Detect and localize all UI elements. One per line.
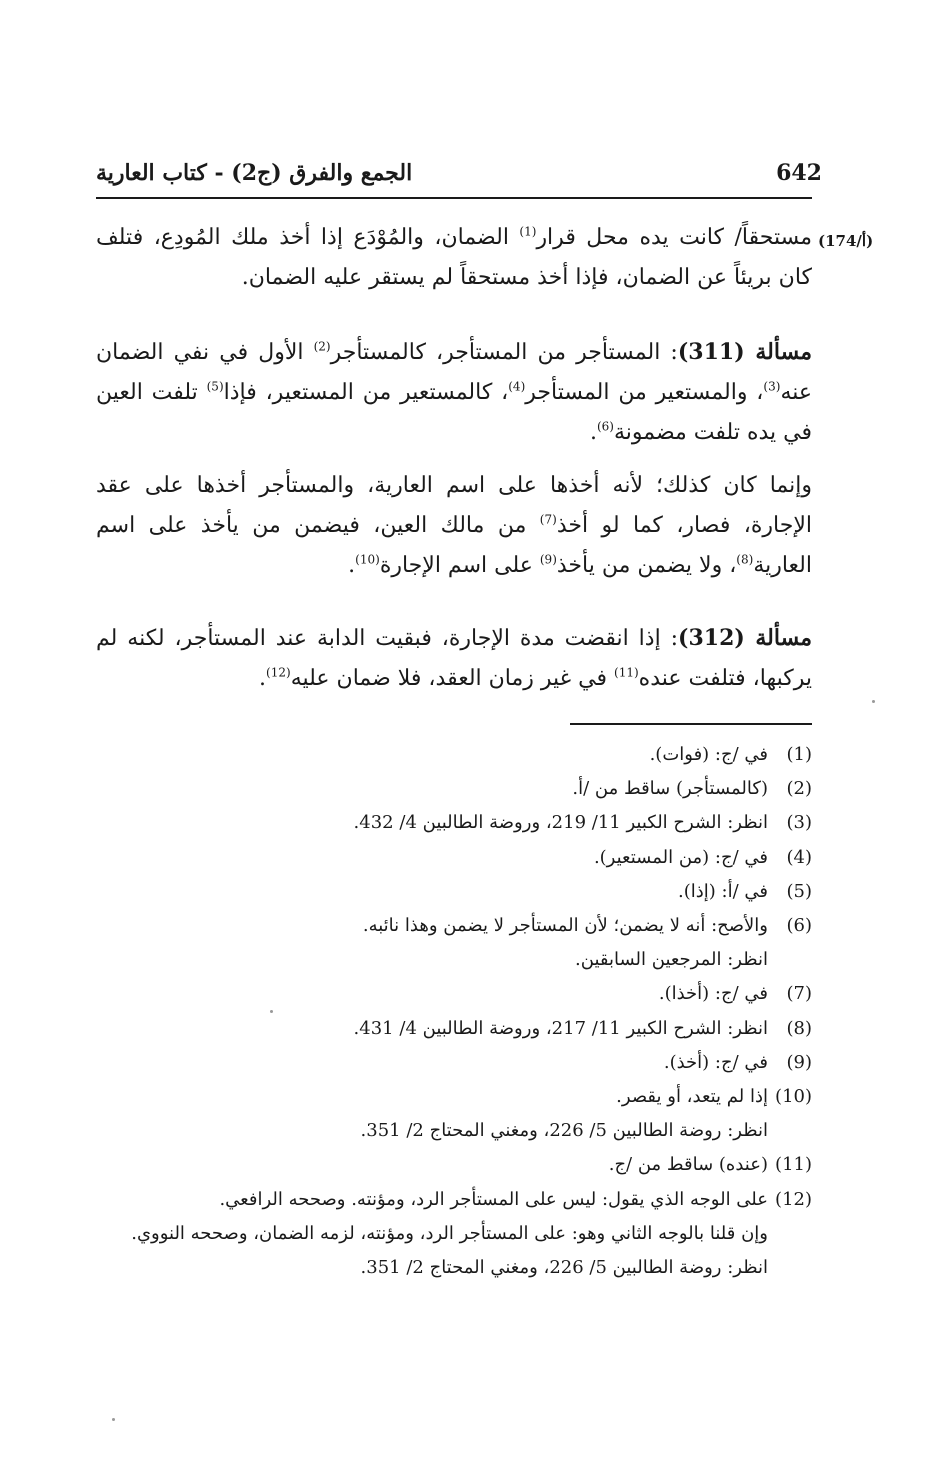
footnote-ref: (10) <box>355 552 380 567</box>
footnote-number: (8) <box>786 1017 812 1039</box>
footnote-number: (1) <box>786 744 812 765</box>
footnote-number-spacer <box>768 1114 812 1148</box>
footnote-text: في /أ: (إذا). <box>678 880 768 902</box>
footnote-item <box>96 1148 812 1182</box>
footnote-ref: (3) <box>763 379 781 394</box>
footnote-number: (2) <box>786 778 812 800</box>
footnote-number: (12) <box>775 1188 812 1210</box>
footnote-ref: (12) <box>266 665 291 680</box>
footnote-text: إذا لم يتعد، أو يقصر. <box>616 1086 768 1108</box>
footnote-number-spacer <box>768 1217 812 1251</box>
paragraph-text: وإنما كان كذلك؛ لأنه أخذها على اسم العارية، والمستأجر أخذها على عقد الإجارة، فصار، كما لو أخذ <box>96 473 813 538</box>
footnote-ref: (4) <box>508 379 526 394</box>
running-header-title: الجمع والفرق (ج2) - كتاب العارية <box>96 160 413 186</box>
issue-text: : إذا انقضت مدة الإجارة، فبقيت الدابة عند المستأجر، لكنه لم يركبها، فتلفت عنده <box>96 626 812 691</box>
issue-label: مسألة (312) <box>678 625 813 651</box>
footnote-text: انظر: الشرح الكبير 11/ 219، وروضة الطالبين 4/ 432. <box>353 812 768 834</box>
header-rule <box>96 197 812 199</box>
issue-label: مسألة (311) <box>677 339 812 365</box>
footnote-text: في /ج: (فوات). <box>649 744 768 765</box>
paragraph-text: مستحقاً/ كانت يده محل قرار <box>536 225 812 250</box>
issue-text: ، كالمستعير من المستعير، فإذا <box>223 380 509 405</box>
footnote-ref: (11) <box>614 665 639 680</box>
issue-text: الأول في نفي الضمان عنه <box>96 340 812 405</box>
footnote-number: (6) <box>786 915 812 937</box>
footnote-text: انظر: روضة الطالبين 5/ 226، ومغني المحتاج 2/ 351. <box>360 1257 768 1279</box>
issue-text: تلفت العين في يده تلفت مضمونة <box>96 380 812 445</box>
footnote-item <box>96 1080 812 1114</box>
footnote-item <box>96 738 812 772</box>
scan-speck <box>112 1418 115 1421</box>
paragraph-text: . <box>348 553 356 578</box>
footnote-number: (3) <box>786 812 812 834</box>
paragraph-text: الضمان، والمُوْدَع إذا أخذ ملك المُودِع، فتلف كان بريئاً عن الضمان، فإذا أخذ مستحقاً لم يستقر عليه الضمان. <box>96 225 812 290</box>
footnote-item <box>96 772 812 806</box>
footnote-text: انظر: المرجعين السابقين. <box>575 949 768 971</box>
footnote-ref: (2) <box>313 339 331 354</box>
issue-text: : المستأجر من المستأجر، كالمستأجر <box>330 340 678 365</box>
footnote-continuation <box>96 1114 812 1148</box>
footnote-ref: (1) <box>519 224 537 239</box>
scan-speck <box>270 1010 273 1013</box>
footnote-item <box>96 841 812 875</box>
footnote-number: (9) <box>786 1051 812 1073</box>
footnote-text: (عنده) ساقط من /ج. <box>608 1154 768 1176</box>
footnote-text: على الوجه الذي يقول: ليس على المستأجر الرد، ومؤنته. وصححه الرافعي. <box>219 1188 768 1210</box>
footnote-item <box>96 909 812 943</box>
footnote-text: في /ج: (أخذ). <box>663 1051 768 1073</box>
footnote-ref: (8) <box>736 552 754 567</box>
footnote-number-spacer <box>768 1251 812 1285</box>
footnote-continuation <box>96 1251 812 1285</box>
paragraph-text: من مالك العين، فيضمن من يأخذ على اسم العارية <box>96 513 812 578</box>
paragraph-text: على اسم الإجارة <box>379 553 540 578</box>
footnote-item <box>96 806 812 840</box>
explanation-paragraph <box>96 466 812 586</box>
footnote-item <box>96 875 812 909</box>
footnote-item <box>96 1046 812 1080</box>
issue-311 <box>96 332 812 453</box>
footnote-rule <box>570 723 812 725</box>
footnote-text: في /ج: (من المستعير). <box>593 846 768 868</box>
footnote-text: انظر: روضة الطالبين 5/ 226، ومغني المحتاج 2/ 351. <box>360 1120 768 1142</box>
footnote-ref: (5) <box>206 379 224 394</box>
paragraph-continuation <box>96 218 812 298</box>
footnote-number-spacer <box>768 943 812 977</box>
footnote-number: (11) <box>775 1154 812 1176</box>
paragraph-text: ، ولا يضمن من يأخذ <box>556 553 737 578</box>
footnote-text: (كالمستأجر) ساقط من /أ. <box>572 778 768 800</box>
footnote-item <box>96 1183 812 1217</box>
footnote-ref: (6) <box>596 419 614 434</box>
footnote-item <box>96 1012 812 1046</box>
issue-text: . <box>259 666 267 691</box>
footnote-number: (4) <box>786 846 812 868</box>
margin-folio-marker: (174/أ) <box>818 232 874 250</box>
footnote-ref: (9) <box>539 552 557 567</box>
issue-text: في غير زمان العقد، فلا ضمان عليه <box>290 666 615 691</box>
footnote-number: (10) <box>775 1086 812 1108</box>
page-number: 642 <box>776 160 822 186</box>
issue-312 <box>96 618 812 699</box>
footnote-continuation <box>96 943 812 977</box>
scan-speck <box>872 700 875 703</box>
footnote-text: في /ج: (أخذا). <box>658 983 768 1005</box>
footnote-continuation <box>96 1217 812 1251</box>
footnote-item <box>96 977 812 1011</box>
footnote-text: انظر: الشرح الكبير 11/ 217، وروضة الطالبين 4/ 431. <box>353 1017 768 1039</box>
issue-text: . <box>589 420 597 445</box>
footnote-text: والأصح: أنه لا يضمن؛ لأن المستأجر لا يضمن وهذا نائبه. <box>362 915 768 937</box>
footnotes <box>96 738 812 1285</box>
issue-text: ، والمستعير من المستأجر <box>525 380 764 405</box>
footnote-ref: (7) <box>539 512 557 527</box>
footnote-number: (5) <box>786 880 812 902</box>
footnote-text: وإن قلنا بالوجه الثاني وهو: على المستأجر الرد، ومؤنته، لزمه الضمان، وصححه النووي. <box>131 1222 768 1244</box>
footnote-number: (7) <box>786 983 812 1005</box>
